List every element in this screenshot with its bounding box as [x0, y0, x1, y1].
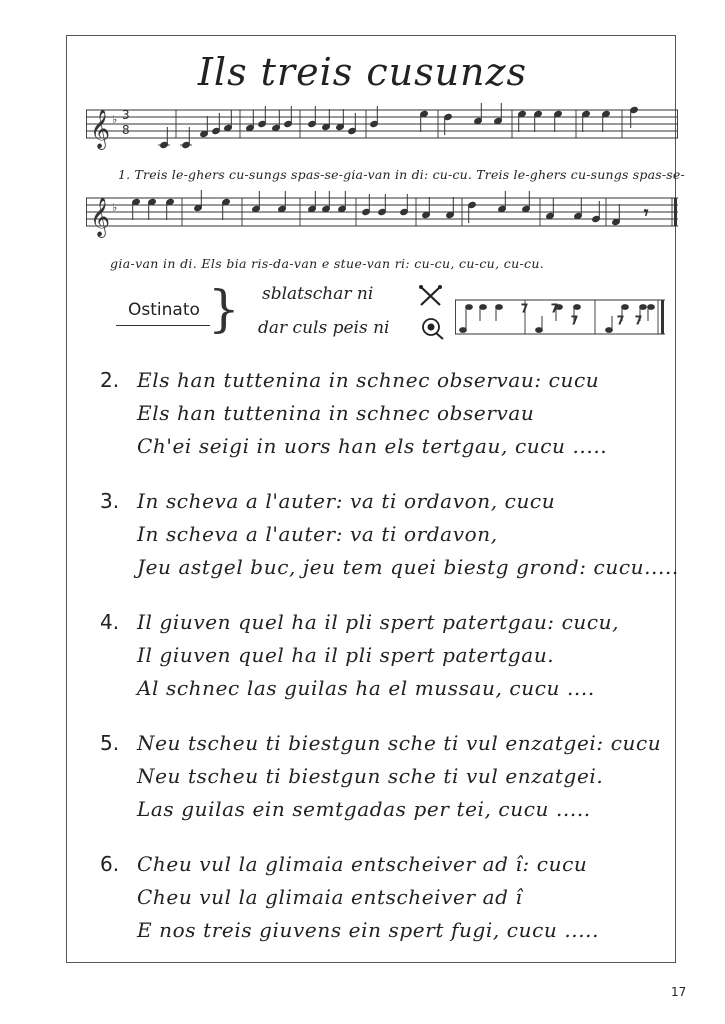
verse-line: Neu tscheu ti biestgun sche ti vul enzatgei: cucu [137, 731, 662, 755]
verse-line: E nos treis giuvens ein spert fugi, cucu ..... [137, 918, 600, 942]
ostinato-line-1: sblatschar ni [262, 284, 374, 304]
verse-line: Els han tuttenina in schnec observau [137, 401, 535, 425]
rest-symbol: 7 [635, 314, 642, 327]
rhythm-note-head [480, 305, 487, 310]
brace: } [208, 280, 240, 338]
rhythm-note-head [574, 305, 581, 310]
lyric-line-2: gia-van in di. Els bia ris-da-van e stue-van ri: cu-cu, cu-cu, cu-cu. [110, 256, 545, 271]
song-title: Ils treis cusunzs [197, 50, 528, 94]
rest-symbol: 𝄾 [644, 203, 649, 222]
verse-line: Al schnec las guilas ha el mussau, cucu .... [137, 676, 595, 700]
rhythm-note-head [606, 328, 613, 333]
foot-stamp-icon [420, 316, 446, 340]
rest-symbol: 7 [571, 314, 578, 327]
rhythm-note-head [460, 328, 467, 333]
time-signature-bottom: 8 [122, 123, 130, 137]
lyric-line-1: 1. Treis le-ghers cu-sungs spas-se-gia-van in di: cu-cu. Treis le-ghers cu-sungs spas-se- [118, 167, 685, 182]
rest-symbol: 7 [617, 314, 624, 327]
rhythm-note-head [496, 305, 503, 310]
rhythm-note-head [536, 328, 543, 333]
rhythm-note-head [640, 305, 647, 310]
ostinato-rhythm-staff [455, 294, 665, 342]
crossed-sticks-icon [418, 284, 444, 308]
music-staff-1 [86, 100, 678, 160]
rest-symbol: 7 [551, 302, 558, 315]
verse-line: Las guilas ein semtgadas per tei, cucu ..... [137, 797, 591, 821]
verse-line: In scheva a l'auter: va ti ordavon, [137, 522, 498, 546]
verse-number: 3. [100, 489, 120, 513]
verse-line: In scheva a l'auter: va ti ordavon, cucu [137, 489, 556, 513]
verse-number: 2. [100, 368, 120, 392]
verse-line: Il giuven quel ha il pli spert patertgau: cucu, [137, 610, 620, 634]
rhythm-note-head [466, 305, 473, 310]
ostinato-label: Ostinato [128, 300, 200, 320]
svg-text:𝄞: 𝄞 [90, 197, 111, 237]
rhythm-note-head [648, 305, 655, 310]
verse-line: Jeu astgel buc, jeu tem quei biestg grond: cucu..... [137, 555, 679, 579]
verse-line: Ch'ei seigi in uors han els tertgau, cucu ..... [137, 434, 608, 458]
svg-text:♭: ♭ [112, 113, 118, 126]
music-staff-2 [86, 188, 678, 248]
verse-number: 4. [100, 610, 120, 634]
verse-line: Els han tuttenina in schnec observau: cucu [137, 368, 600, 392]
verse-line: Cheu vul la glimaia entscheiver ad î: cucu [137, 852, 588, 876]
time-signature-top: 3 [122, 108, 130, 122]
rest-symbol: 7 [521, 302, 528, 315]
page-number: 17 [671, 985, 687, 999]
verse-line: Neu tscheu ti biestgun sche ti vul enzatgei. [137, 764, 604, 788]
verse-line: Cheu vul la glimaia entscheiver ad î [137, 885, 523, 909]
verse-number: 5. [100, 731, 120, 755]
svg-text:♭: ♭ [112, 201, 118, 214]
ostinato-underline [116, 325, 210, 326]
rhythm-note-head [622, 305, 629, 310]
svg-text:𝄞: 𝄞 [90, 109, 111, 149]
ostinato-line-2: dar culs peis ni [258, 318, 390, 338]
verse-line: Il giuven quel ha il pli spert patertgau. [137, 643, 555, 667]
verse-number: 6. [100, 852, 120, 876]
